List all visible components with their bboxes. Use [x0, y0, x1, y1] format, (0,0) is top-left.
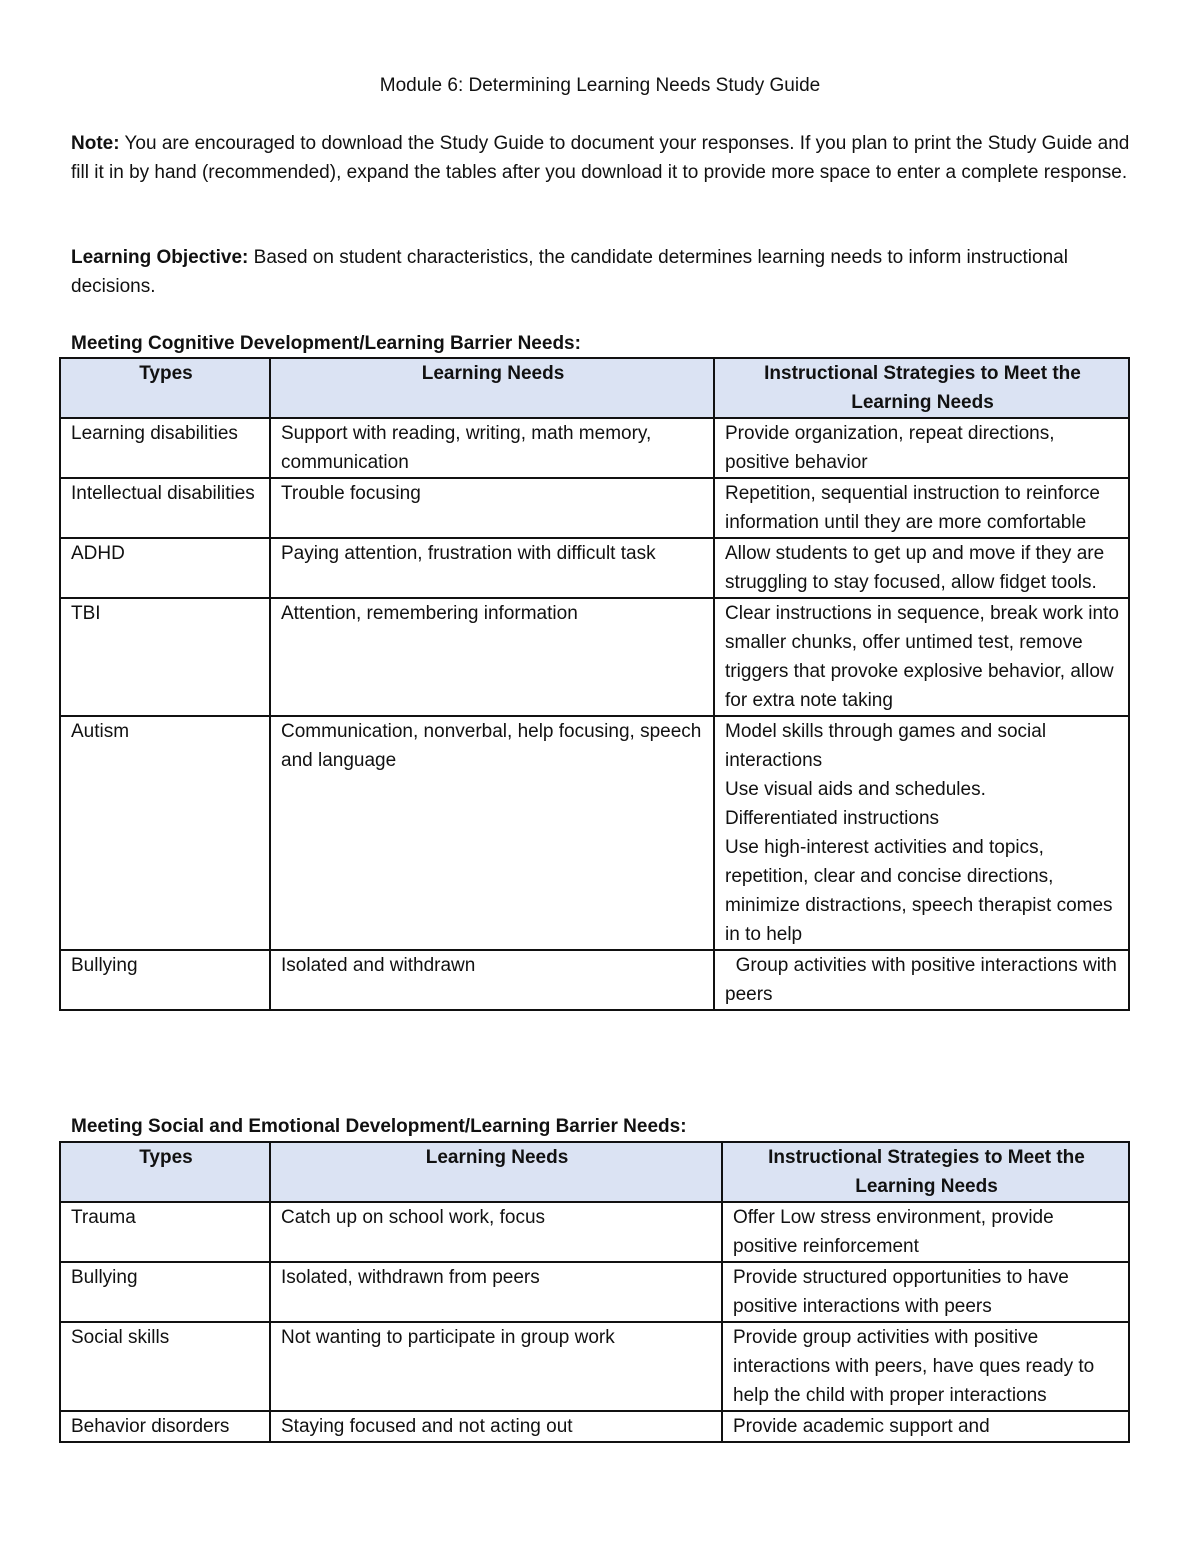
- cognitive-table: [59, 357, 1130, 1011]
- type-cell: Bullying: [60, 1262, 270, 1322]
- learning-needs-cell: Catch up on school work, focus: [270, 1202, 722, 1262]
- column-header: Instructional Strategies to Meet the Learning Needs: [714, 358, 1129, 418]
- strategy-line: Provide academic support and: [733, 1416, 990, 1437]
- table-row: [60, 950, 1129, 1010]
- strategy-line: Use visual aids and schedules.: [725, 779, 986, 800]
- strategy-line: Provide structured opportunities to have positive interactions with peers: [733, 1267, 1069, 1317]
- strategy-line: Differentiated instructions: [725, 808, 940, 829]
- learning-needs-cell: Attention, remembering information: [270, 598, 714, 716]
- strategies-cell: [722, 1202, 1129, 1262]
- column-header: Types: [60, 1142, 270, 1202]
- strategies-cell: [722, 1322, 1129, 1411]
- strategy-line: Offer Low stress environment, provide positive reinforcement: [733, 1207, 1054, 1257]
- type-cell: ADHD: [60, 538, 270, 598]
- column-header: Learning Needs: [270, 1142, 722, 1202]
- strategy-line: Clear instructions in sequence, break work into smaller chunks, offer untimed test, remove triggers that provoke explosive behavior, allow for extra note taking: [725, 603, 1119, 711]
- strategies-cell: [714, 950, 1129, 1010]
- table-row: [60, 538, 1129, 598]
- type-cell: Social skills: [60, 1322, 270, 1411]
- document-title: Module 6: Determining Learning Needs Study Guide: [379, 75, 821, 96]
- strategy-line: Provide organization, repeat directions, positive behavior: [725, 423, 1055, 473]
- learning-needs-cell: Isolated and withdrawn: [270, 950, 714, 1010]
- table-row: [60, 1411, 1129, 1442]
- strategy-line: Model skills through games and social interactions: [725, 721, 1047, 771]
- table-header-row: [60, 358, 1129, 418]
- type-cell: Trauma: [60, 1202, 270, 1262]
- strategy-line: Provide group activities with positive interactions with peers, have ques ready to help the child with proper interactions: [733, 1327, 1095, 1406]
- strategy-line: Allow students to get up and move if they are struggling to stay focused, allow fidget tools.: [725, 543, 1105, 593]
- cognitive-heading: Meeting Cognitive Development/Learning Barrier Needs:: [71, 333, 581, 354]
- type-cell: TBI: [60, 598, 270, 716]
- type-cell: Learning disabilities: [60, 418, 270, 478]
- column-header: Types: [60, 358, 270, 418]
- learning-needs-cell: Trouble focusing: [270, 478, 714, 538]
- objective-paragraph: [71, 243, 1131, 301]
- learning-needs-cell: Support with reading, writing, math memory, communication: [270, 418, 714, 478]
- strategies-cell: [714, 478, 1129, 538]
- table-row: [60, 418, 1129, 478]
- strategies-cell: [714, 538, 1129, 598]
- table-row: [60, 1262, 1129, 1322]
- strategy-line: Group activities with positive interactions with peers: [725, 955, 1123, 1005]
- learning-needs-cell: Not wanting to participate in group work: [270, 1322, 722, 1411]
- note-label: Note:: [71, 133, 120, 154]
- type-cell: Bullying: [60, 950, 270, 1010]
- strategy-line: Repetition, sequential instruction to reinforce information until they are more comfortable: [725, 483, 1100, 533]
- table-row: [60, 1322, 1129, 1411]
- learning-needs-cell: Staying focused and not acting out: [270, 1411, 722, 1442]
- learning-needs-cell: Isolated, withdrawn from peers: [270, 1262, 722, 1322]
- table-row: [60, 598, 1129, 716]
- type-cell: Intellectual disabilities: [60, 478, 270, 538]
- table-row: [60, 478, 1129, 538]
- objective-label: Learning Objective:: [71, 247, 249, 268]
- strategy-line: Use high-interest activities and topics, repetition, clear and concise directions, minimize distractions, speech therapist comes in to help: [725, 837, 1113, 945]
- learning-needs-cell: Paying attention, frustration with difficult task: [270, 538, 714, 598]
- note-text: You are encouraged to download the Study Guide to document your responses. If you plan to print the Study Guide and fill it in by hand (recommended), expand the tables after you download it to provide more space to enter a complete response.: [71, 133, 1130, 183]
- type-cell: Autism: [60, 716, 270, 950]
- strategies-cell: [714, 716, 1129, 950]
- type-cell: Behavior disorders: [60, 1411, 270, 1442]
- learning-needs-cell: Communication, nonverbal, help focusing, speech and language: [270, 716, 714, 950]
- table-row: [60, 716, 1129, 950]
- strategies-cell: [714, 418, 1129, 478]
- table-header-row: [60, 1142, 1129, 1202]
- table-row: [60, 1202, 1129, 1262]
- social-heading: Meeting Social and Emotional Development/Learning Barrier Needs:: [71, 1116, 687, 1137]
- column-header: Learning Needs: [270, 358, 714, 418]
- strategies-cell: [722, 1262, 1129, 1322]
- objective-text: Based on student characteristics, the candidate determines learning needs to inform instructional decisions.: [71, 247, 1068, 297]
- strategies-cell: [714, 598, 1129, 716]
- strategies-cell: [722, 1411, 1129, 1442]
- note-paragraph: [71, 129, 1131, 187]
- column-header: Instructional Strategies to Meet the Learning Needs: [722, 1142, 1129, 1202]
- social-table: [59, 1141, 1130, 1443]
